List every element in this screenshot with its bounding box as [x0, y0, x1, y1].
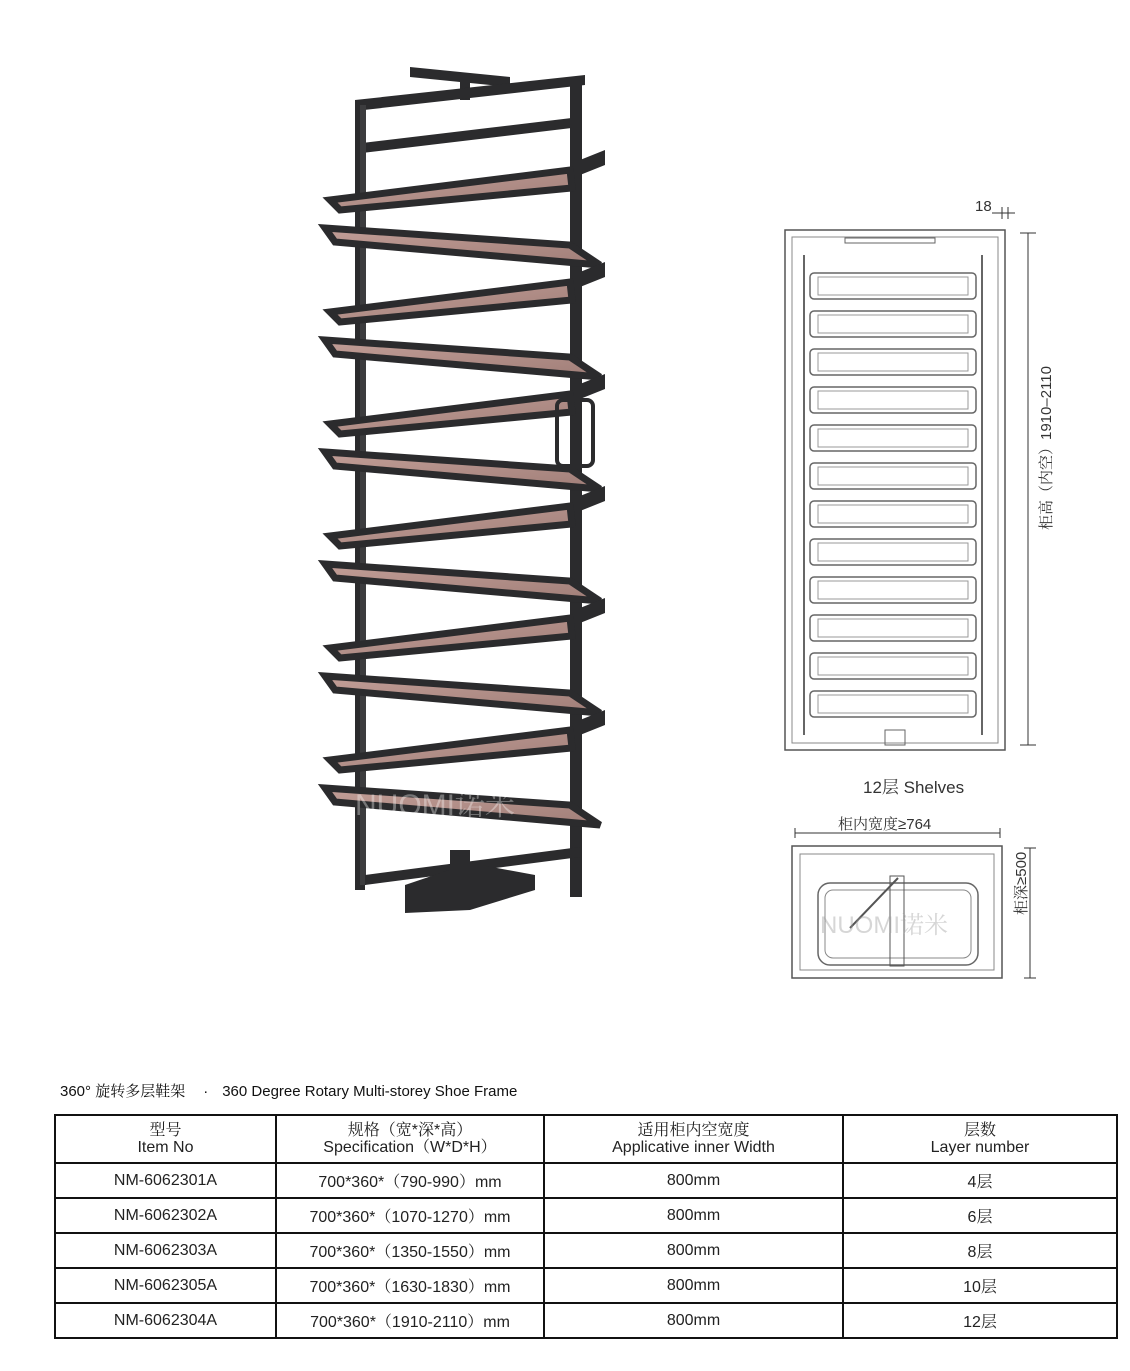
shelf-tray	[325, 228, 600, 265]
title-separator: ·	[203, 1083, 209, 1100]
cell-specification: 700*360*（790-990）mm	[276, 1163, 544, 1198]
cell-layer-number: 6层	[843, 1198, 1117, 1233]
cabinet-depth-label: 柜深≥500	[1013, 851, 1030, 915]
elevation-shelf-inner	[818, 619, 968, 637]
cell-inner-width: 800mm	[544, 1198, 843, 1233]
elevation-shelf-inner	[818, 695, 968, 713]
cabinet-width-label: 柜内宽度≥764	[838, 816, 932, 833]
elevation-shelf-inner	[818, 315, 968, 333]
cell-specification: 700*360*（1070-1270）mm	[276, 1198, 544, 1233]
table-row	[55, 1303, 1117, 1338]
cell-inner-width: 800mm	[544, 1163, 843, 1198]
shelf-tray	[330, 394, 572, 434]
shelf-tray	[330, 730, 572, 770]
spec-table	[54, 1114, 1118, 1339]
elevation-shelf-inner	[818, 277, 968, 295]
table-row	[55, 1198, 1117, 1233]
rotary-shoe-rack-illustration	[300, 55, 630, 925]
cell-inner-width: 800mm	[544, 1303, 843, 1338]
cell-inner-width: 800mm	[544, 1233, 843, 1268]
elevation-shelf-inner	[818, 353, 968, 371]
shelf-group	[325, 150, 605, 825]
cell-layer-number: 8层	[843, 1233, 1117, 1268]
table-header-row	[55, 1115, 1117, 1163]
header-specification: 规格（宽*深*高） Specification（W*D*H）	[276, 1115, 544, 1163]
shelf-arm	[580, 150, 605, 175]
header-layer-number: 层数 Layer number	[843, 1115, 1117, 1163]
section-title-zh: 360° 旋转多层鞋架	[60, 1083, 186, 1100]
elevation-shelf-inner	[818, 467, 968, 485]
cell-item-no: NM-6062304A	[55, 1303, 276, 1338]
cell-layer-number: 12层	[843, 1303, 1117, 1338]
shelf-tray	[330, 282, 572, 322]
gap-dimension-label: 18	[975, 198, 992, 215]
header-inner-width: 适用柜内空宽度 Applicative inner Width	[544, 1115, 843, 1163]
table-row	[55, 1233, 1117, 1268]
cell-layer-number: 10层	[843, 1268, 1117, 1303]
cell-item-no: NM-6062301A	[55, 1163, 276, 1198]
elevation-shelf-inner	[818, 581, 968, 599]
cabinet-height-label: 柜高（内空）1910–2110	[1038, 366, 1055, 530]
header-item-no: 型号 Item No	[55, 1115, 276, 1163]
elevation-shelf-inner	[818, 505, 968, 523]
svg-text:NUOMI诺米: NUOMI诺米	[820, 912, 948, 939]
table-row	[55, 1163, 1117, 1198]
shelf-tray	[325, 676, 600, 713]
cell-inner-width: 800mm	[544, 1268, 843, 1303]
cell-specification: 700*360*（1630-1830）mm	[276, 1268, 544, 1303]
shelves-caption: 12层 Shelves	[863, 778, 965, 797]
elevation-shelf-inner	[818, 391, 968, 409]
shelf-tray	[330, 170, 572, 210]
elevation-shelf-inner	[818, 657, 968, 675]
section-title-en: 360 Degree Rotary Multi-storey Shoe Frame	[222, 1083, 518, 1100]
elevation-shelf-inner	[818, 429, 968, 447]
cell-specification: 700*360*（1350-1550）mm	[276, 1233, 544, 1268]
elevation-shelf-inner	[818, 543, 968, 561]
watermark-text: NUOMI诺米	[355, 789, 515, 822]
cell-specification: 700*360*（1910-2110）mm	[276, 1303, 544, 1338]
cell-item-no: NM-6062302A	[55, 1198, 276, 1233]
shelf-tray	[325, 340, 600, 377]
shelf-tray	[330, 506, 572, 546]
shelf-tray	[325, 564, 600, 601]
cell-layer-number: 4层	[843, 1163, 1117, 1198]
cell-item-no: NM-6062305A	[55, 1268, 276, 1303]
table-row	[55, 1268, 1117, 1303]
cell-item-no: NM-6062303A	[55, 1233, 276, 1268]
shelf-tray	[330, 618, 572, 658]
front-elevation-drawing	[770, 195, 1070, 760]
section-title	[60, 1080, 517, 1101]
